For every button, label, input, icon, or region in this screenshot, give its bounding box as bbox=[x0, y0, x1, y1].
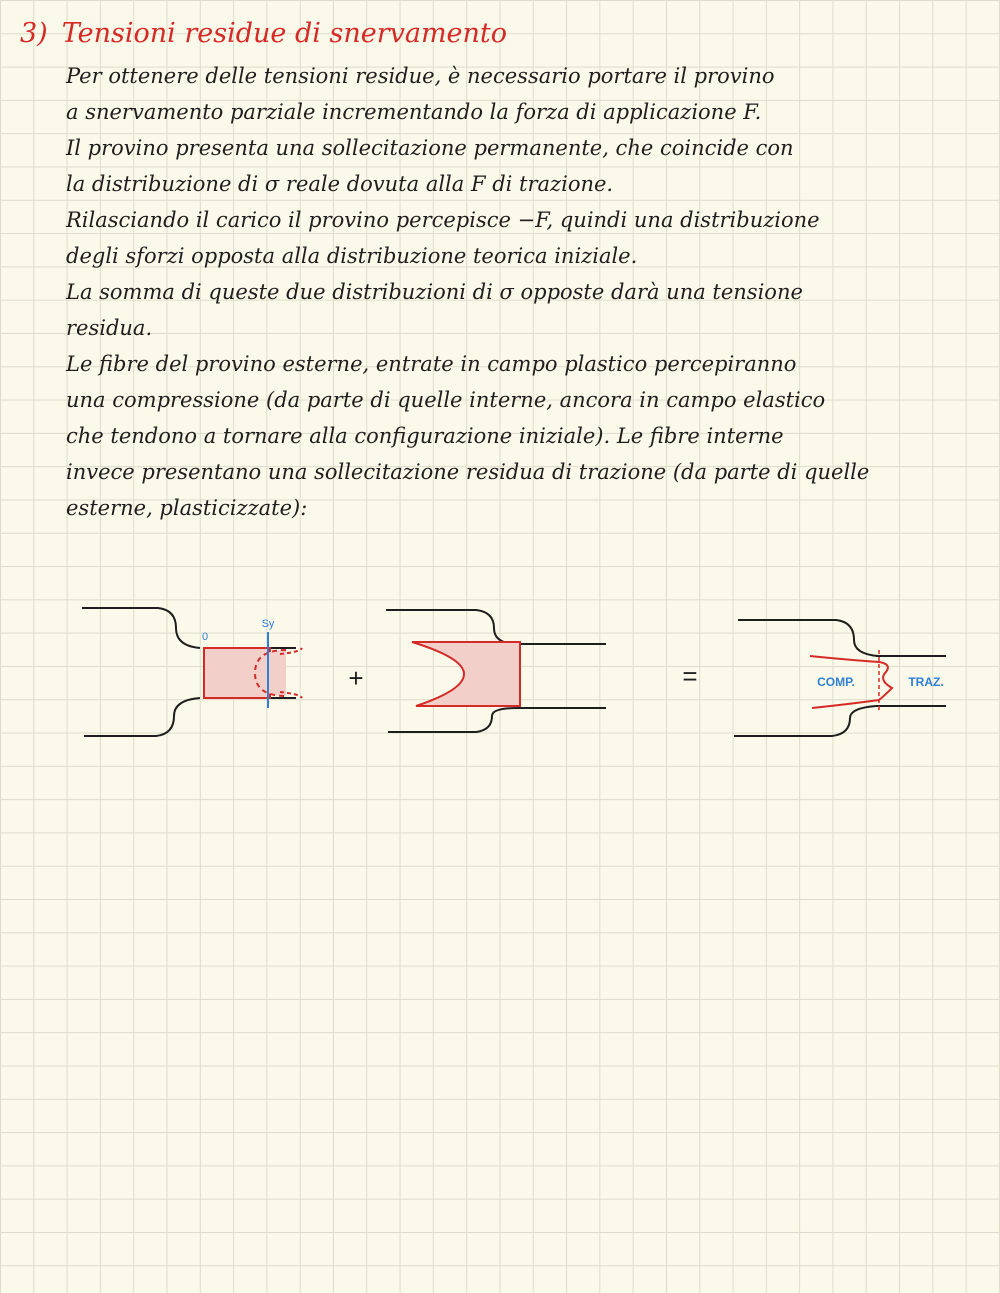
body-line-5: Rilasciando il carico il provino percepisce −F, quindi una distribuzione bbox=[66, 208, 820, 232]
body-line-12: invece presentano una sollecitazione residua di trazione (da parte di quelle bbox=[66, 460, 870, 484]
body-line-2: a snervamento parziale incrementando la forza di applicazione F. bbox=[66, 100, 762, 124]
body-line-3: Il provino presenta una sollecitazione permanente, che coincide con bbox=[66, 136, 794, 160]
body-line-1: Per ottenere delle tensioni residue, è necessario portare il provino bbox=[66, 64, 775, 88]
specimen-3-top-outline bbox=[738, 620, 878, 656]
equals-sign: = bbox=[682, 661, 698, 691]
opposite-stress-distribution bbox=[412, 642, 520, 706]
body-line-7: La somma di queste due distribuzioni di σ opposte darà una tensione bbox=[66, 280, 803, 304]
section-title-text: Tensioni residue di snervamento bbox=[61, 18, 508, 49]
specimen-1-bottom-outline bbox=[84, 698, 200, 736]
label-traz: TRAZ. bbox=[908, 675, 944, 689]
label-zero: 0 bbox=[201, 631, 209, 643]
body-text bbox=[66, 58, 986, 526]
specimen-1-top-outline bbox=[82, 608, 200, 648]
specimen-3-bottom-outline bbox=[734, 706, 876, 736]
body-line-13: esterne, plasticizzate): bbox=[66, 496, 308, 520]
body-line-11: che tendono a tornare alla configurazione iniziale). Le fibre interne bbox=[66, 424, 784, 448]
body-line-9: Le fibre del provino esterne, entrate in campo plastico percepiranno bbox=[66, 352, 797, 376]
specimen-2-top-outline bbox=[386, 610, 518, 644]
specimen-2-grip-lines bbox=[518, 644, 606, 708]
body-line-10: una compressione (da parte di quelle interne, ancora in campo elastico bbox=[66, 388, 826, 412]
plus-sign: + bbox=[348, 663, 364, 693]
body-line-6: degli sforzi opposta alla distribuzione teorica iniziale. bbox=[66, 244, 638, 268]
body-line-4: la distribuzione di σ reale dovuta alla F di trazione. bbox=[66, 172, 614, 196]
specimen-2-bottom-outline bbox=[388, 708, 518, 732]
section-number: 3) bbox=[20, 18, 48, 49]
section-title bbox=[20, 18, 507, 49]
label-sy: Sy bbox=[261, 618, 275, 630]
label-comp: COMP. bbox=[817, 675, 855, 689]
residual-stress-diagram bbox=[0, 590, 1000, 760]
body-line-8: residua. bbox=[66, 316, 153, 340]
